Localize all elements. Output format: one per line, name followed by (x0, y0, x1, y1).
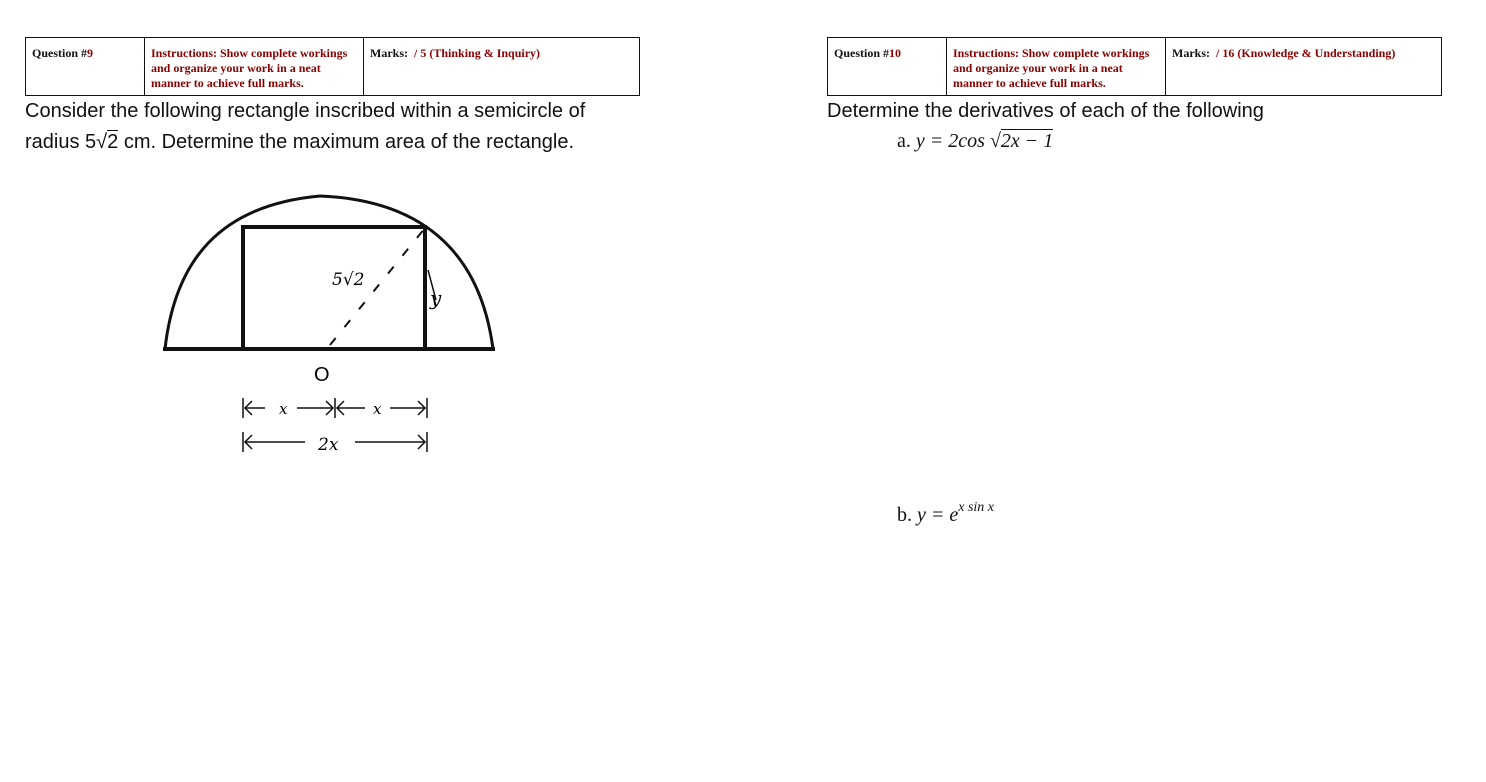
q9-question-cell: Question #9 (26, 38, 145, 96)
q10-instructions-cell: Instructions: Show complete workings and organize your work in a neat manner to achieve full marks. (947, 38, 1166, 96)
half-width-label-right: x (373, 400, 382, 418)
q9-prompt: Consider the following rectangle inscribed within a semicircle of radius 5√2 cm. Determine the maximum area of the rectangle. (25, 100, 586, 153)
q10-part-b: b. $y = e^{x sin x}$ (897, 500, 995, 526)
semicircle-arc (165, 196, 493, 349)
center-label: O (314, 364, 330, 386)
q10-part-a: a. y = 2cos √2x − 1 (897, 130, 1054, 152)
q9-instructions-cell: Instructions: Show complete workings and organize your work in a neat manner to achieve full marks. (145, 38, 364, 96)
radius-label: 5√2 (332, 270, 365, 290)
height-label: y (430, 286, 442, 310)
half-width-label-left: x (279, 400, 288, 418)
width-label: 2x (318, 435, 339, 455)
q9-marks-cell: Marks: / 5 (Thinking & Inquiry) (364, 38, 640, 96)
q10-question-cell: Question #10 (828, 38, 947, 96)
q10-marks-cell: Marks: / 16 (Knowledge & Understanding) (1166, 38, 1442, 96)
q10-prompt: Determine the derivatives of each of the following (827, 100, 1264, 122)
